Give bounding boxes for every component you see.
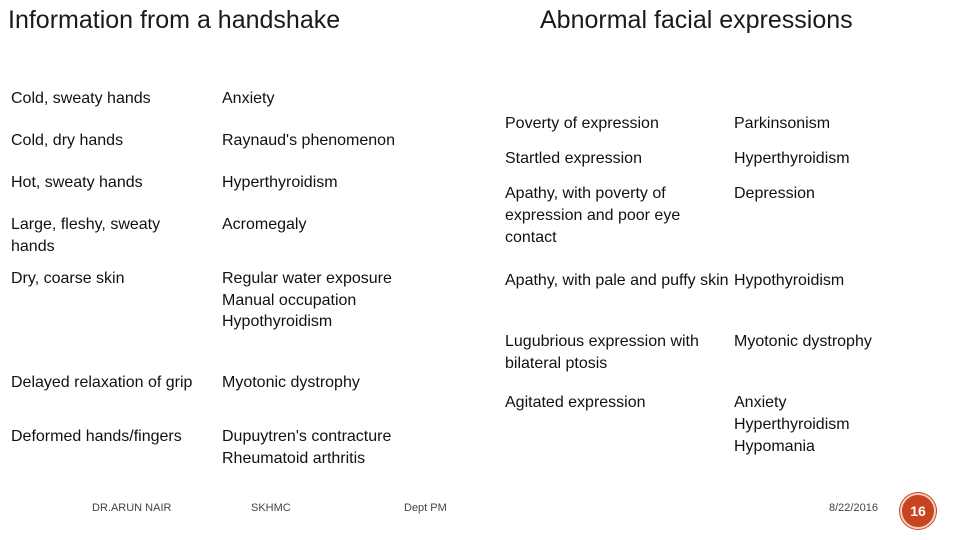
footer-author: DR.ARUN NAIR bbox=[92, 502, 172, 514]
facial-condition: Myotonic dystrophy bbox=[734, 333, 872, 350]
facial-section-title: Abnormal facial expressions bbox=[540, 6, 853, 34]
facial-condition: Parkinsonism bbox=[734, 115, 831, 132]
footer-institution: SKHMC bbox=[251, 502, 291, 514]
handshake-cause: Rheumatoid arthritis bbox=[222, 449, 366, 467]
facial-condition: Hypomania bbox=[734, 438, 815, 455]
handshake-section-title: Information from a handshake bbox=[8, 6, 341, 34]
footer-date: 8/22/2016 bbox=[829, 502, 878, 514]
handshake-finding: Hot, sweaty hands bbox=[11, 174, 143, 191]
handshake-cause: Raynaud's phenomenon bbox=[222, 132, 395, 149]
facial-condition: Hyperthyroidism bbox=[734, 150, 850, 167]
facial-condition: Hyperthyroidism bbox=[734, 416, 850, 433]
footer-department: Dept PM bbox=[404, 502, 447, 514]
facial-condition: Depression bbox=[734, 185, 815, 202]
facial-expression: Agitated expression bbox=[505, 394, 646, 411]
handshake-cause-list bbox=[222, 268, 442, 333]
facial-expression: Apathy, with poverty of expression and poor eye contact bbox=[505, 185, 681, 246]
handshake-finding: Cold, dry hands bbox=[11, 132, 124, 149]
facial-condition: Anxiety bbox=[734, 394, 787, 411]
handshake-finding: Cold, sweaty hands bbox=[11, 90, 151, 107]
handshake-cause: Acromegaly bbox=[222, 216, 307, 233]
handshake-finding: Deformed hands/fingers bbox=[11, 428, 182, 445]
handshake-finding: Large, fleshy, sweaty hands bbox=[11, 216, 161, 255]
facial-condition: Hypothyroidism bbox=[734, 272, 845, 289]
page-number-badge: 16 bbox=[900, 493, 936, 529]
handshake-cause: Hyperthyroidism bbox=[222, 174, 338, 191]
handshake-finding: Delayed relaxation of grip bbox=[11, 374, 193, 391]
handshake-cause: Regular water exposure bbox=[222, 270, 392, 287]
handshake-cause: Manual occupation bbox=[222, 291, 357, 309]
facial-condition-list bbox=[734, 392, 954, 458]
handshake-finding: Dry, coarse skin bbox=[11, 270, 125, 287]
facial-expression: Poverty of expression bbox=[505, 115, 659, 132]
handshake-cause: Hypothyroidism bbox=[222, 313, 333, 330]
handshake-cause: Anxiety bbox=[222, 90, 275, 107]
facial-expression: Apathy, with pale and puffy skin bbox=[505, 272, 729, 289]
handshake-cause-list bbox=[222, 426, 442, 469]
facial-expression: Lugubrious expression with bilateral ptosis bbox=[505, 333, 699, 372]
facial-expression: Startled expression bbox=[505, 150, 642, 167]
handshake-cause: Myotonic dystrophy bbox=[222, 374, 360, 391]
handshake-cause: Dupuytren's contracture bbox=[222, 428, 392, 445]
